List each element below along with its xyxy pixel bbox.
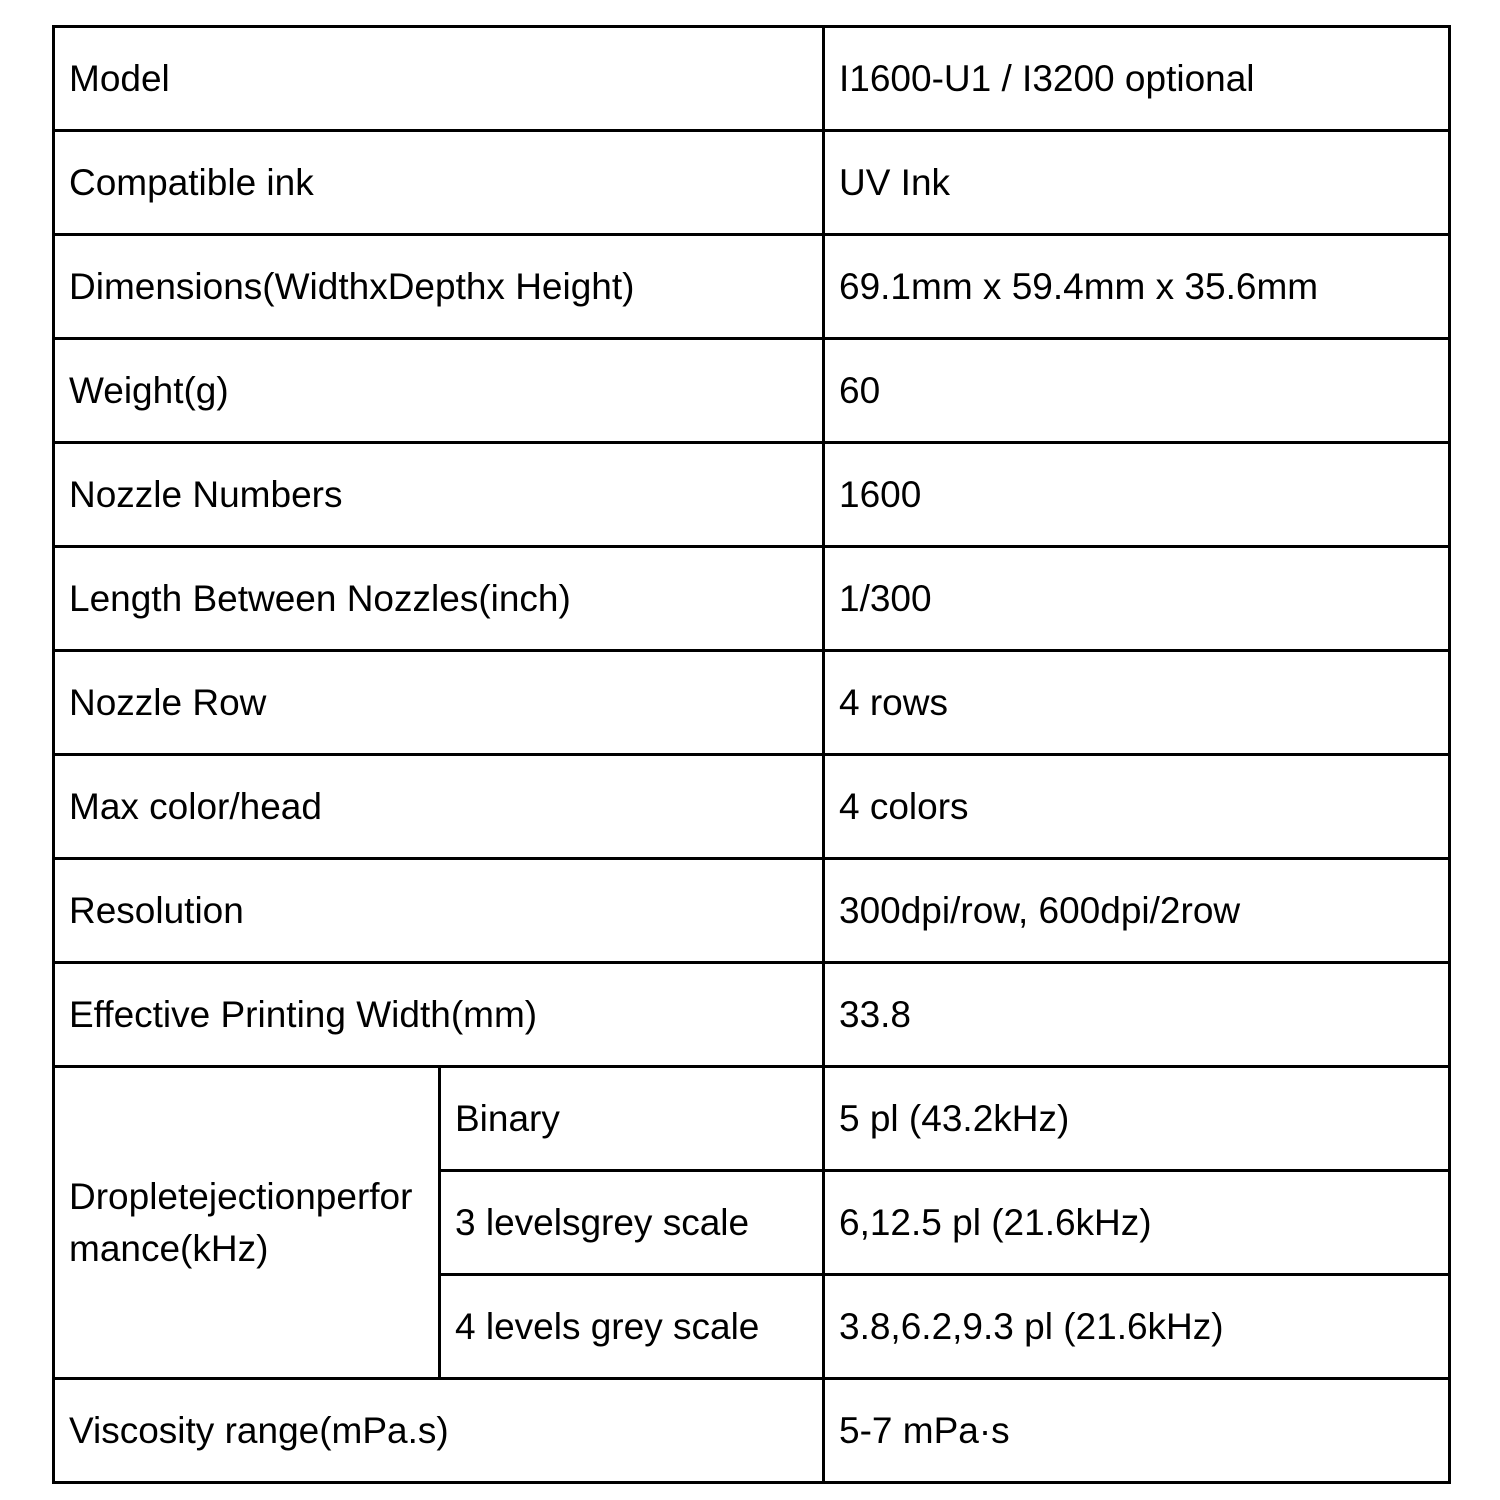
spec-value-resolution: 300dpi/row, 600dpi/2row	[824, 859, 1450, 963]
spec-label-model: Model	[54, 27, 824, 131]
table-row	[54, 859, 1450, 963]
table-row	[54, 755, 1450, 859]
table-row	[54, 235, 1450, 339]
spec-value-nozzle-numbers: 1600	[824, 443, 1450, 547]
spec-sublabel-4-levels-grey-scale: 4 levels grey scale	[440, 1275, 824, 1379]
table-row	[54, 547, 1450, 651]
spec-sublabel-3-levels-grey-scale: 3 levelsgrey scale	[440, 1171, 824, 1275]
spec-value-compatible-ink: UV Ink	[824, 131, 1450, 235]
spec-value-dimensions: 69.1mm x 59.4mm x 35.6mm	[824, 235, 1450, 339]
spec-label-nozzle-numbers: Nozzle Numbers	[54, 443, 824, 547]
spec-value-nozzle-row: 4 rows	[824, 651, 1450, 755]
spec-label-resolution: Resolution	[54, 859, 824, 963]
spec-label-dimensions: Dimensions(WidthxDepthx Height)	[54, 235, 824, 339]
spec-value-weight: 60	[824, 339, 1450, 443]
spec-label-nozzle-row: Nozzle Row	[54, 651, 824, 755]
table-row	[54, 131, 1450, 235]
table-row	[54, 1379, 1450, 1483]
spec-value-model: I1600-U1 / I3200 optional	[824, 27, 1450, 131]
spec-label-droplet-ejection-performance: Dropletejectionperformance(kHz)	[54, 1067, 440, 1379]
table-row	[54, 651, 1450, 755]
spec-label-viscosity-range: Viscosity range(mPa.s)	[54, 1379, 824, 1483]
spec-sublabel-binary: Binary	[440, 1067, 824, 1171]
spec-label-effective-printing-width: Effective Printing Width(mm)	[54, 963, 824, 1067]
spec-value-effective-printing-width: 33.8	[824, 963, 1450, 1067]
table-row	[54, 963, 1450, 1067]
spec-value-4-levels-grey-scale: 3.8,6.2,9.3 pl (21.6kHz)	[824, 1275, 1450, 1379]
spec-value-max-color-head: 4 colors	[824, 755, 1450, 859]
spec-label-weight: Weight(g)	[54, 339, 824, 443]
spec-label-compatible-ink: Compatible ink	[54, 131, 824, 235]
table-row	[54, 443, 1450, 547]
spec-label-max-color-head: Max color/head	[54, 755, 824, 859]
table-row	[54, 1067, 1450, 1171]
spec-value-binary: 5 pl (43.2kHz)	[824, 1067, 1450, 1171]
spec-table	[52, 25, 1451, 1484]
table-row	[54, 339, 1450, 443]
spec-value-3-levels-grey-scale: 6,12.5 pl (21.6kHz)	[824, 1171, 1450, 1275]
spec-label-length-between-nozzles: Length Between Nozzles(inch)	[54, 547, 824, 651]
table-row	[54, 27, 1450, 131]
spec-value-viscosity-range: 5-7 mPa·s	[824, 1379, 1450, 1483]
spec-value-length-between-nozzles: 1/300	[824, 547, 1450, 651]
